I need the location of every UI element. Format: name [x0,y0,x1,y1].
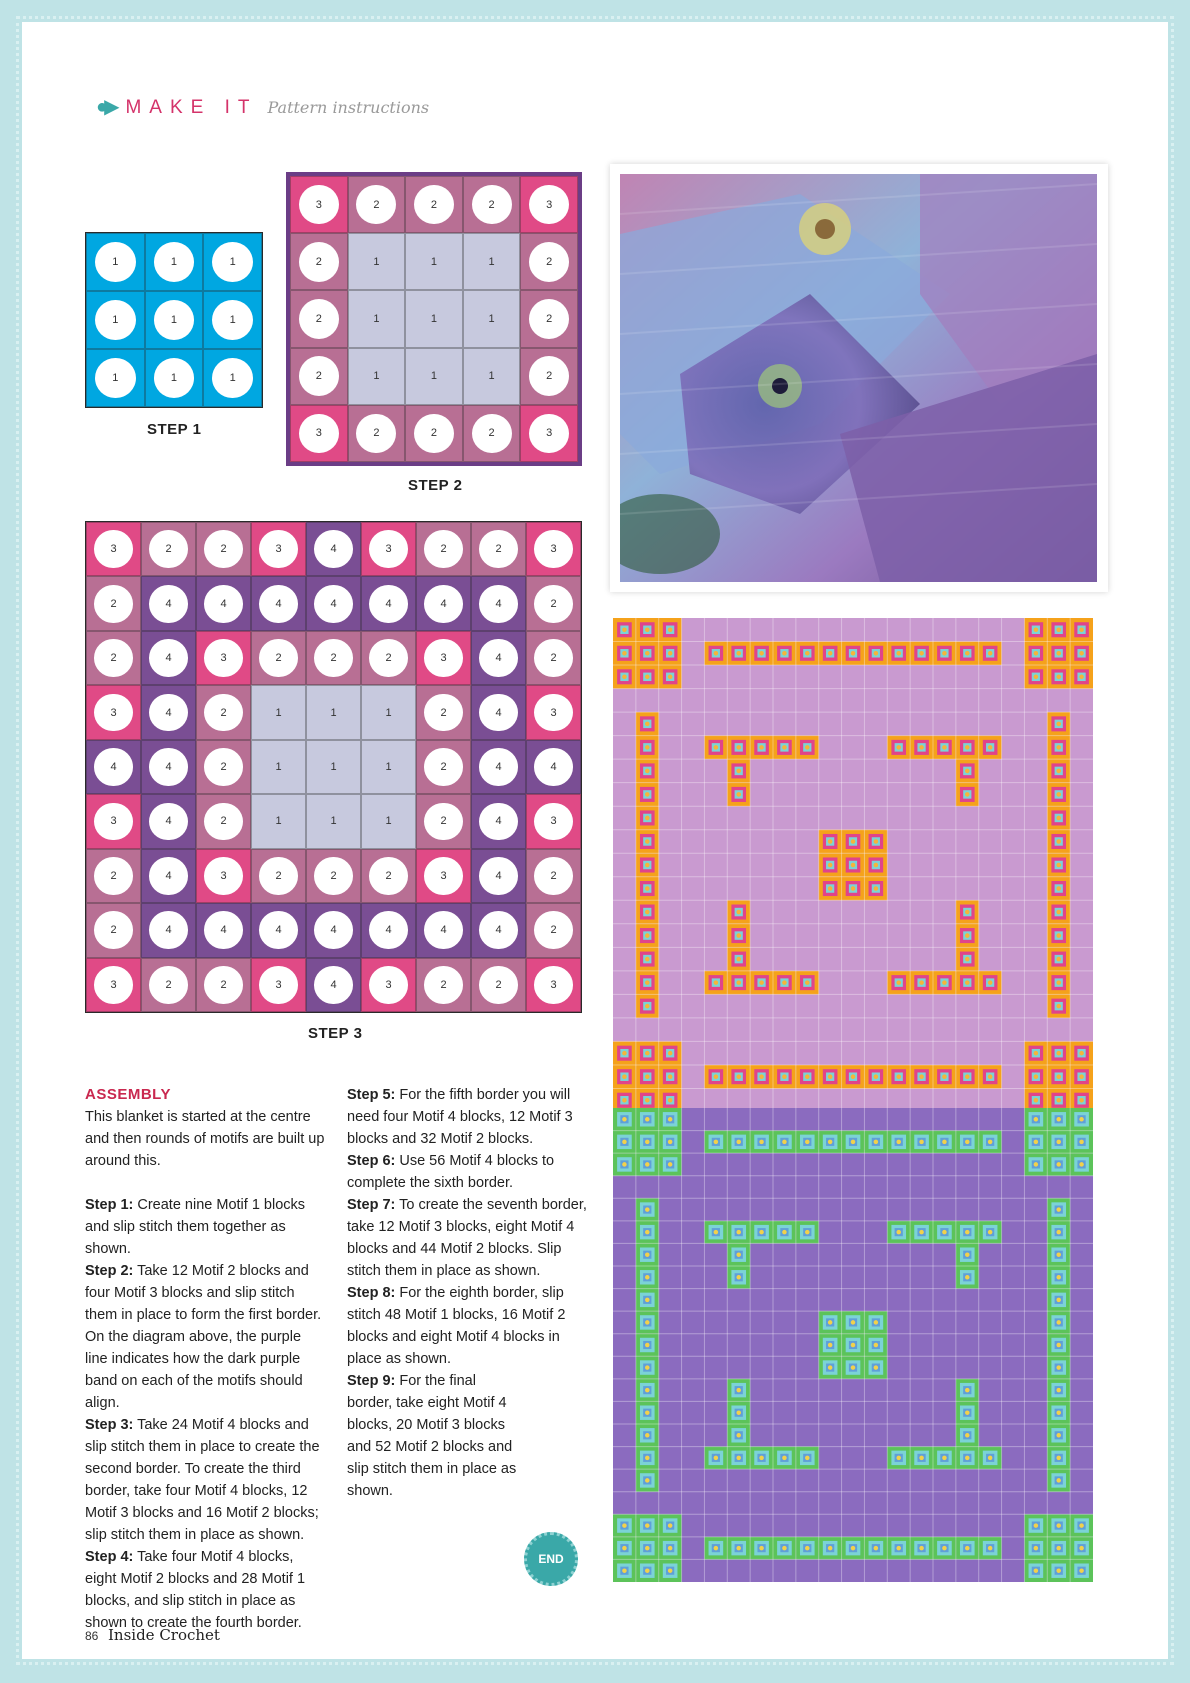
motif-number: 3 [529,414,569,454]
motif-number: 3 [534,803,572,841]
motif-block [416,849,471,903]
motif-number: 3 [259,966,297,1004]
motif-number: 2 [424,530,462,568]
motif-block [86,631,141,685]
motif-number: 1 [488,255,495,268]
motif-number: 4 [149,639,187,677]
motif-number: 4 [149,748,187,786]
motif-block [290,176,348,233]
assembly-column-1 [85,1084,325,1634]
motif-block [306,740,361,794]
assembly-column-2 [347,1084,587,1502]
motif-number: 2 [369,639,407,677]
motif-block [196,958,251,1012]
motif-block [196,631,251,685]
assembly-step-1: Step 1: Create nine Motif 1 blocks and slip stitch them together as shown. [85,1197,306,1257]
motif-number: 4 [204,911,242,949]
motif-number: 4 [369,585,407,623]
step3-diagram [85,521,582,1013]
motif-block [86,740,141,794]
motif-number: 1 [385,815,392,828]
motif-number: 2 [299,299,339,339]
motif-block [251,685,306,739]
step1-label: STEP 1 [147,421,202,438]
motif-number: 2 [94,911,132,949]
motif-block [471,958,526,1012]
motif-number: 2 [204,748,242,786]
motif-number: 4 [424,911,462,949]
motif-block [520,176,578,233]
motif-number: 1 [154,242,195,282]
motif-block [196,522,251,576]
motif-block [405,233,463,290]
motif-block [520,290,578,347]
motif-number: 2 [472,185,512,225]
motif-number: 2 [299,356,339,396]
motif-number: 2 [414,414,454,454]
step2-label: STEP 2 [408,477,463,494]
motif-number: 1 [154,358,195,398]
motif-block [196,794,251,848]
motif-number: 1 [330,815,337,828]
motif-block [196,740,251,794]
motif-block [290,405,348,462]
motif-number: 1 [154,300,195,340]
motif-number: 3 [424,639,462,677]
blanket-photo-frame [610,164,1108,592]
assembly-step-4: Step 4: Take four Motif 4 blocks, eight Motif 2 blocks and 28 Motif 1 blocks, and slip stitch in place as shown to create the fourth border. [85,1549,306,1631]
motif-number: 4 [479,857,517,895]
motif-block [361,522,416,576]
motif-block [471,903,526,957]
motif-block [306,849,361,903]
motif-block [86,849,141,903]
motif-number: 2 [424,694,462,732]
motif-block [145,349,204,407]
motif-number: 4 [259,585,297,623]
motif-block [141,631,196,685]
motif-number: 2 [534,639,572,677]
motif-number: 4 [94,748,132,786]
motif-number: 3 [424,857,462,895]
motif-number: 2 [369,857,407,895]
motif-block [361,849,416,903]
motif-number: 4 [314,911,352,949]
step2-diagram [286,172,582,466]
motif-block [86,291,145,349]
motif-number: 4 [259,911,297,949]
motif-block [306,794,361,848]
motif-number: 3 [529,185,569,225]
motif-block [405,290,463,347]
motif-number: 2 [149,966,187,1004]
motif-block [471,740,526,794]
section-subtitle: Pattern instructions [267,98,430,117]
motif-block [463,405,521,462]
motif-block [416,740,471,794]
motif-block [463,290,521,347]
motif-number: 2 [204,803,242,841]
motif-block [416,903,471,957]
page-number: 86 [85,1629,99,1643]
motif-block [203,233,262,291]
motif-number: 1 [330,760,337,773]
motif-number: 1 [373,312,380,325]
motif-block [526,685,581,739]
motif-number: 2 [424,803,462,841]
motif-block [196,576,251,630]
motif-number: 3 [299,185,339,225]
motif-number: 1 [373,370,380,383]
motif-block [526,631,581,685]
motif-number: 2 [534,911,572,949]
motif-number: 3 [94,694,132,732]
motif-block [416,576,471,630]
motif-block [405,348,463,405]
end-badge: END [524,1532,578,1586]
motif-block [141,740,196,794]
motif-block [306,631,361,685]
motif-block [290,348,348,405]
motif-block [306,958,361,1012]
motif-block [520,233,578,290]
motif-block [526,794,581,848]
motif-number: 2 [424,966,462,1004]
motif-block [290,233,348,290]
motif-number: 2 [299,242,339,282]
magazine-name: Inside Crochet [107,1626,220,1644]
motif-number: 2 [529,242,569,282]
motif-block [361,631,416,685]
motif-number: 1 [373,255,380,268]
motif-number: 3 [204,857,242,895]
motif-number: 2 [149,530,187,568]
motif-number: 2 [314,639,352,677]
motif-block [86,349,145,407]
motif-block [416,685,471,739]
assembly-step-6: Step 6: Use 56 Motif 4 blocks to complete the sixth border. [347,1153,555,1191]
motif-block [520,405,578,462]
motif-number: 1 [275,760,282,773]
motif-block [348,233,406,290]
motif-block [141,576,196,630]
blanket-layout-chart-orange [613,618,1093,1112]
motif-number: 4 [149,694,187,732]
motif-number: 2 [204,694,242,732]
motif-block [306,522,361,576]
motif-block [251,576,306,630]
motif-block [86,958,141,1012]
motif-block [251,849,306,903]
motif-block [251,903,306,957]
motif-number: 3 [369,966,407,1004]
motif-number: 1 [95,242,136,282]
double-arrow-icon: ●▶ [96,96,116,118]
motif-number: 1 [275,815,282,828]
motif-block [141,522,196,576]
motif-number: 4 [149,911,187,949]
motif-block [520,348,578,405]
motif-number: 2 [94,639,132,677]
motif-block [526,740,581,794]
motif-number: 2 [356,185,396,225]
motif-number: 4 [534,748,572,786]
motif-block [471,631,526,685]
motif-block [405,405,463,462]
motif-number: 4 [149,857,187,895]
motif-block [306,903,361,957]
motif-block [416,794,471,848]
motif-block [361,576,416,630]
motif-number: 4 [424,585,462,623]
motif-number: 2 [94,857,132,895]
motif-number: 1 [212,300,253,340]
motif-number: 2 [259,639,297,677]
assembly-step-8: Step 8: For the eighth border, slip stitch 48 Motif 1 blocks, 16 Motif 2 blocks and eight Motif 4 blocks in place as shown. [347,1285,566,1367]
motif-number: 4 [369,911,407,949]
motif-block [86,576,141,630]
motif-block [86,685,141,739]
motif-number: 1 [488,312,495,325]
assembly-step-5: Step 5: For the fifth border you will need four Motif 4 blocks, 12 Motif 3 blocks and 32 Motif 2 blocks. [347,1087,573,1147]
motif-number: 3 [534,530,572,568]
motif-number: 4 [479,748,517,786]
motif-number: 4 [314,585,352,623]
motif-number: 3 [94,803,132,841]
motif-number: 2 [259,857,297,895]
motif-number: 4 [479,803,517,841]
motif-block [416,958,471,1012]
motif-block [251,958,306,1012]
motif-block [526,576,581,630]
motif-block [348,348,406,405]
motif-number: 2 [204,966,242,1004]
motif-number: 2 [472,414,512,454]
motif-block [141,903,196,957]
motif-number: 4 [314,966,352,1004]
motif-number: 4 [149,585,187,623]
step1-diagram [85,232,263,408]
motif-number: 1 [212,358,253,398]
motif-number: 1 [430,312,438,325]
motif-number: 1 [330,706,337,719]
step3-label: STEP 3 [308,1025,363,1042]
assembly-step-2: Step 2: Take 12 Motif 2 blocks and four Motif 3 blocks and slip stitch them in place to form the first border. On the diagram above, the purple line indicates how the dark purple band on each of the motifs should align. [85,1263,322,1411]
assembly-step-7: Step 7: To create the seventh border, take 12 Motif 3 blocks, eight Motif 4 blocks and 44 Motif 2 blocks. Slip stitch them in place as shown. [347,1197,587,1279]
motif-block [203,291,262,349]
motif-number: 4 [149,803,187,841]
crochet-blanket-photo [620,174,1097,582]
motif-block [306,685,361,739]
motif-block [306,576,361,630]
motif-block [145,233,204,291]
motif-block [203,349,262,407]
assembly-step-3: Step 3: Take 24 Motif 4 blocks and slip stitch them in place to create the second border. To create the third border, take four Motif 4 blocks, 12 Motif 3 blocks and 16 Motif 2 blocks; slip stitch them in place as shown. [85,1417,320,1543]
motif-block [86,233,145,291]
motif-number: 4 [479,694,517,732]
motif-block [471,849,526,903]
motif-block [361,794,416,848]
motif-block [526,903,581,957]
motif-block [86,522,141,576]
motif-block [361,685,416,739]
motif-block [416,631,471,685]
motif-block [196,903,251,957]
motif-block [361,958,416,1012]
motif-number: 1 [95,300,136,340]
motif-block [141,849,196,903]
section-header [96,94,429,119]
motif-number: 2 [94,585,132,623]
motif-number: 2 [534,857,572,895]
motif-number: 2 [424,748,462,786]
motif-number: 2 [529,299,569,339]
motif-block [251,740,306,794]
motif-number: 2 [479,966,517,1004]
motif-number: 3 [204,639,242,677]
motif-number: 3 [299,414,339,454]
motif-block [463,176,521,233]
motif-block [471,522,526,576]
motif-block [251,522,306,576]
motif-block [141,958,196,1012]
motif-number: 2 [204,530,242,568]
motif-number: 4 [204,585,242,623]
motif-block [251,794,306,848]
motif-block [86,903,141,957]
motif-block [471,576,526,630]
motif-number: 1 [212,242,253,282]
motif-number: 3 [534,966,572,1004]
assembly-step-9: Step 9: For the final border, take eight Motif 4 blocks, 20 Motif 3 blocks and 52 Motif 2 blocks and slip stitch them in place as shown. [347,1373,517,1499]
motif-number: 3 [369,530,407,568]
motif-number: 3 [94,530,132,568]
motif-number: 1 [430,255,438,268]
motif-number: 1 [275,706,282,719]
assembly-intro: This blanket is started at the centre and then rounds of motifs are built up around this. [85,1109,325,1169]
motif-number: 4 [314,530,352,568]
blanket-layout-chart-purple [613,1108,1093,1582]
motif-block [348,176,406,233]
motif-block [251,631,306,685]
motif-number: 1 [385,706,392,719]
motif-block [348,290,406,347]
motif-block [526,522,581,576]
motif-number: 4 [479,585,517,623]
motif-block [361,740,416,794]
page [22,22,1168,1659]
section-title: MAKE IT [125,97,258,118]
motif-number: 2 [534,585,572,623]
motif-block [361,903,416,957]
motif-block [196,849,251,903]
motif-block [526,958,581,1012]
motif-block [348,405,406,462]
motif-number: 2 [529,356,569,396]
motif-number: 3 [94,966,132,1004]
motif-number: 1 [385,760,392,773]
motif-number: 4 [479,639,517,677]
motif-block [471,685,526,739]
page-footer [85,1626,220,1644]
motif-block [526,849,581,903]
motif-number: 4 [479,911,517,949]
motif-block [463,233,521,290]
motif-number: 1 [488,370,495,383]
motif-block [141,794,196,848]
motif-number: 1 [95,358,136,398]
motif-block [416,522,471,576]
assembly-heading: ASSEMBLY [85,1086,171,1103]
motif-block [463,348,521,405]
motif-number: 2 [479,530,517,568]
motif-number: 2 [356,414,396,454]
motif-number: 3 [259,530,297,568]
motif-number: 2 [414,185,454,225]
motif-number: 3 [534,694,572,732]
motif-block [145,291,204,349]
motif-number: 2 [314,857,352,895]
motif-number: 1 [430,370,438,383]
motif-block [141,685,196,739]
motif-block [196,685,251,739]
motif-block [86,794,141,848]
motif-block [405,176,463,233]
motif-block [471,794,526,848]
motif-block [290,290,348,347]
